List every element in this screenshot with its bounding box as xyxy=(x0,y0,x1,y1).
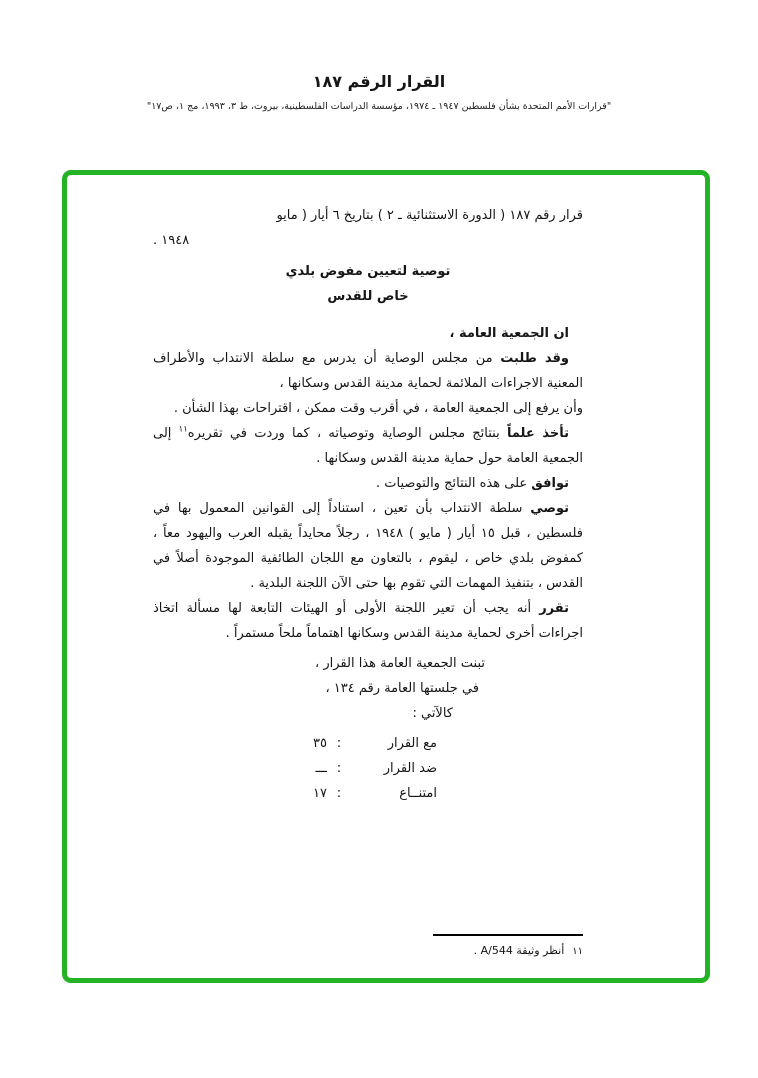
resolution-subtitle-line2: خاص للقدس xyxy=(327,289,409,304)
paragraph-lead: توافق xyxy=(531,476,569,491)
paragraph xyxy=(153,321,583,346)
footnote xyxy=(153,943,583,960)
page-title: القرار الرقم ١٨٧ xyxy=(312,72,446,91)
body-paragraphs xyxy=(153,321,583,646)
citation-line: "قرارات الأمم المتحدة بشأن فلسطين ١٩٤٧ ـ ١٩٧٤، مؤسسة الدراسات الفلسطينية، بيروت، ط ٣، ١٩٩٣، مج ١، ص١٧" xyxy=(146,101,612,112)
paragraph-text: أنه يجب أن تعير اللجنة الأولى أو الهيئات التابعة لها مسألة اتخاذ اجراءات أخرى لحماية مدينة القدس وسكانها اهتماماً ملحاً مستمراً . xyxy=(153,601,583,641)
paragraph-lead: تأخذ علماً xyxy=(506,426,569,441)
paragraph-lead: تقرر xyxy=(539,601,569,616)
page-header xyxy=(0,0,758,112)
vote-value: ٣٥ xyxy=(313,736,327,751)
vote-row xyxy=(153,781,437,806)
paragraph xyxy=(153,471,583,496)
paragraph-text: وأن يرفع إلى الجمعية العامة ، في أقرب وقت ممكن ، اقتراحات بهذا الشأن . xyxy=(173,401,583,416)
footnote-area xyxy=(153,934,583,960)
footnote-marker: ١١ xyxy=(572,946,583,957)
paragraph-text: بنتائج مجلس الوصاية وتوصياته ، كما وردت في تقريره xyxy=(187,426,507,441)
document-frame xyxy=(62,170,710,983)
vote-label: ضد القرار xyxy=(383,761,437,776)
adoption-lines xyxy=(153,651,583,726)
footnote-divider xyxy=(433,934,583,936)
vote-label: امتنــاع xyxy=(399,786,437,801)
resolution-heading-line2: ١٩٤٨ . xyxy=(153,233,190,248)
footnote-reference: ١١ xyxy=(178,424,188,435)
paragraph xyxy=(153,596,583,646)
paragraph-lead: توصي xyxy=(530,501,569,516)
document-body xyxy=(67,175,705,978)
vote-label: مع القرار xyxy=(387,736,437,751)
vote-colon: : xyxy=(336,736,342,751)
paragraph xyxy=(153,346,583,396)
adoption-line: تبنت الجمعية العامة هذا القرار ، xyxy=(315,656,485,671)
paragraph xyxy=(153,421,583,471)
paragraph xyxy=(153,396,583,421)
vote-row xyxy=(153,731,437,756)
vote-colon: : xyxy=(336,761,342,776)
paragraph-text: إلى الجمعية العامة حول حماية مدينة القدس وسكانها . xyxy=(153,426,583,466)
adoption-line: كالآتي : xyxy=(412,706,453,721)
paragraph-text: من مجلس الوصاية أن يدرس مع سلطة الانتداب والأطراف المعنية الاجراءات الملائمة لحماية مدينة القدس وسكانها ، xyxy=(153,351,583,391)
paragraph-text: سلطة الانتداب بأن تعين ، استناداً إلى القوانين المعمول بها في فلسطين ، قبل ١٥ أيار ( مايو ) ١٩٤٨ ، رجلاً محايداً يقبله العرب واليهود معاً ، كمفوض بلدي خاص ، ليقوم ، بالتعاون مع اللجان الطائفية الموجودة أصلاً في القدس ، بتنفيذ المهمات التي تقوم بها حتى الآن اللجنة البلدية . xyxy=(153,501,583,591)
paragraph xyxy=(153,496,583,596)
paragraph-lead: وقد طلبت xyxy=(500,351,569,366)
resolution-heading-line1: قرار رقم ١٨٧ ( الدورة الاستثنائية ـ ٢ ) بتاريخ ٦ أيار ( مايو xyxy=(276,208,583,223)
footnote-body: أنظر وثيقة A/544 . xyxy=(473,944,565,957)
adoption-line: في جلستها العامة رقم ١٣٤ ، xyxy=(325,681,479,696)
paragraph-text: على هذه النتائج والتوصيات . xyxy=(376,476,532,491)
paragraph-lead: ان الجمعية العامة ، xyxy=(449,326,569,341)
resolution-subtitle-line1: توصية لتعيين مفوض بلدي xyxy=(285,264,451,279)
vote-tally xyxy=(153,731,583,806)
vote-value: ـــ xyxy=(315,761,327,776)
vote-value: ١٧ xyxy=(313,786,327,801)
vote-colon: : xyxy=(336,786,342,801)
vote-row xyxy=(153,756,437,781)
